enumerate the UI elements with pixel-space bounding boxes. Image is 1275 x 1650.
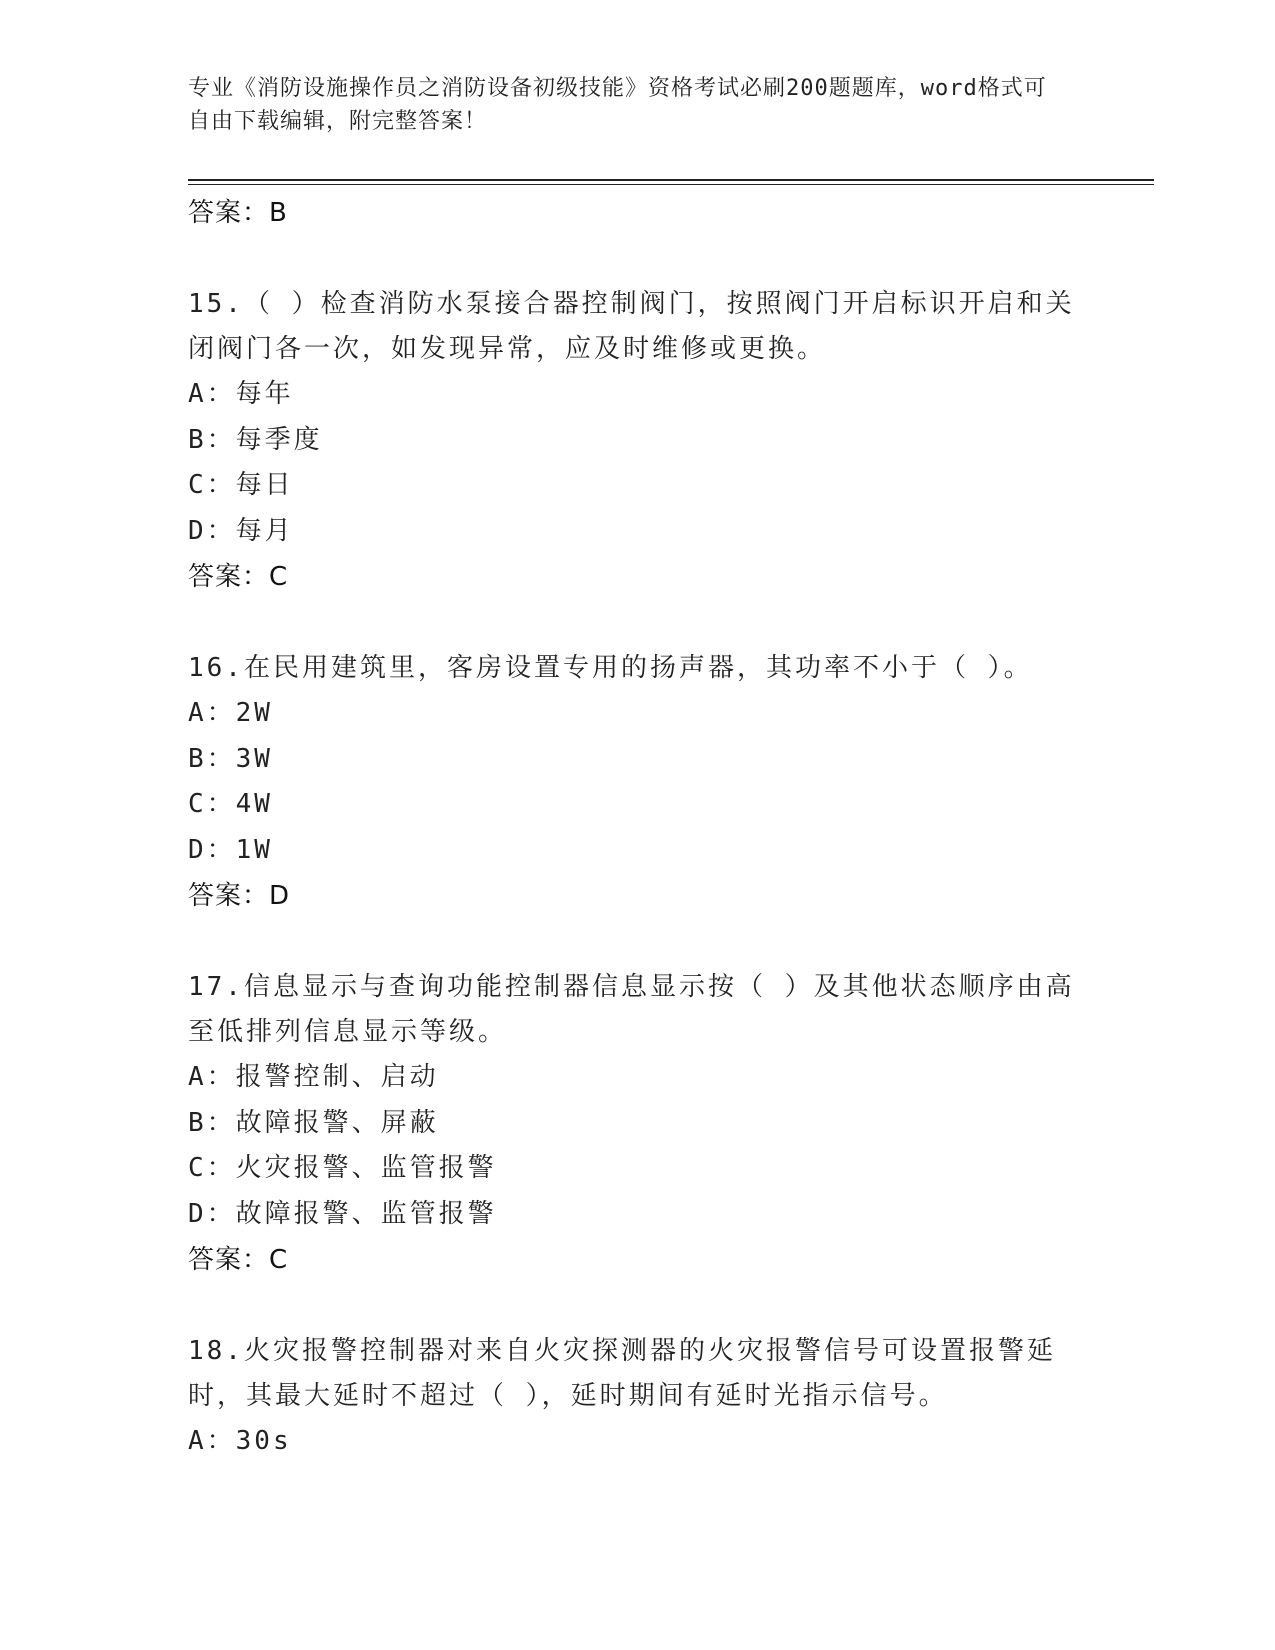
question-text: 18.火灾报警控制器对来自火灾探测器的火灾报警信号可设置报警延时，其最大延时不超过（ ），延时期间有延时光指示信号。 xyxy=(188,1336,1056,1411)
option-d: D：1W xyxy=(188,834,273,865)
option-b: B：每季度 xyxy=(188,424,323,455)
answer-line: 答案：C xyxy=(188,562,289,592)
question-15 xyxy=(188,282,1088,600)
question-17 xyxy=(188,965,1088,1283)
option-b: B：故障报警、屏蔽 xyxy=(188,1107,439,1138)
option-d: D：每月 xyxy=(188,515,294,546)
question-16 xyxy=(188,646,1088,919)
question-text: 17.信息显示与查询功能控制器信息显示按（ ）及其他状态顺序由高至低排列信息显示等级。 xyxy=(188,972,1075,1047)
answer-line: 答案：B xyxy=(188,198,288,228)
question-text: 15.（ ）检查消防水泵接合器控制阀门，按照阀门开启标识开启和关闭阀门各一次，如发现异常，应及时维修或更换。 xyxy=(188,289,1075,364)
document-header xyxy=(188,72,1068,138)
answer-line: 答案：D xyxy=(188,881,291,911)
header-title: 专业《消防设施操作员之消防设备初级技能》资格考试必刷200题题库，word格式可自由下载编辑，附完整答案！ xyxy=(188,76,1047,134)
option-a: A：30s xyxy=(188,1426,292,1456)
question-18 xyxy=(188,1329,1088,1465)
question-text: 16.在民用建筑里，客房设置专用的扬声器，其功率不小于（ ）。 xyxy=(188,653,1033,683)
option-a: A：报警控制、启动 xyxy=(188,1062,439,1092)
option-a: A：每年 xyxy=(188,379,294,409)
option-c: C：火灾报警、监管报警 xyxy=(188,1153,497,1183)
header-divider-thin xyxy=(188,184,1154,185)
answer-line: 答案：C xyxy=(188,1245,289,1275)
option-c: C：每日 xyxy=(188,470,294,500)
option-d: D：故障报警、监管报警 xyxy=(188,1198,497,1229)
option-b: B：3W xyxy=(188,743,273,774)
option-a: A：2W xyxy=(188,698,273,728)
question-list xyxy=(188,190,1088,1465)
header-divider-thick xyxy=(188,179,1154,181)
option-c: C：4W xyxy=(188,789,273,819)
